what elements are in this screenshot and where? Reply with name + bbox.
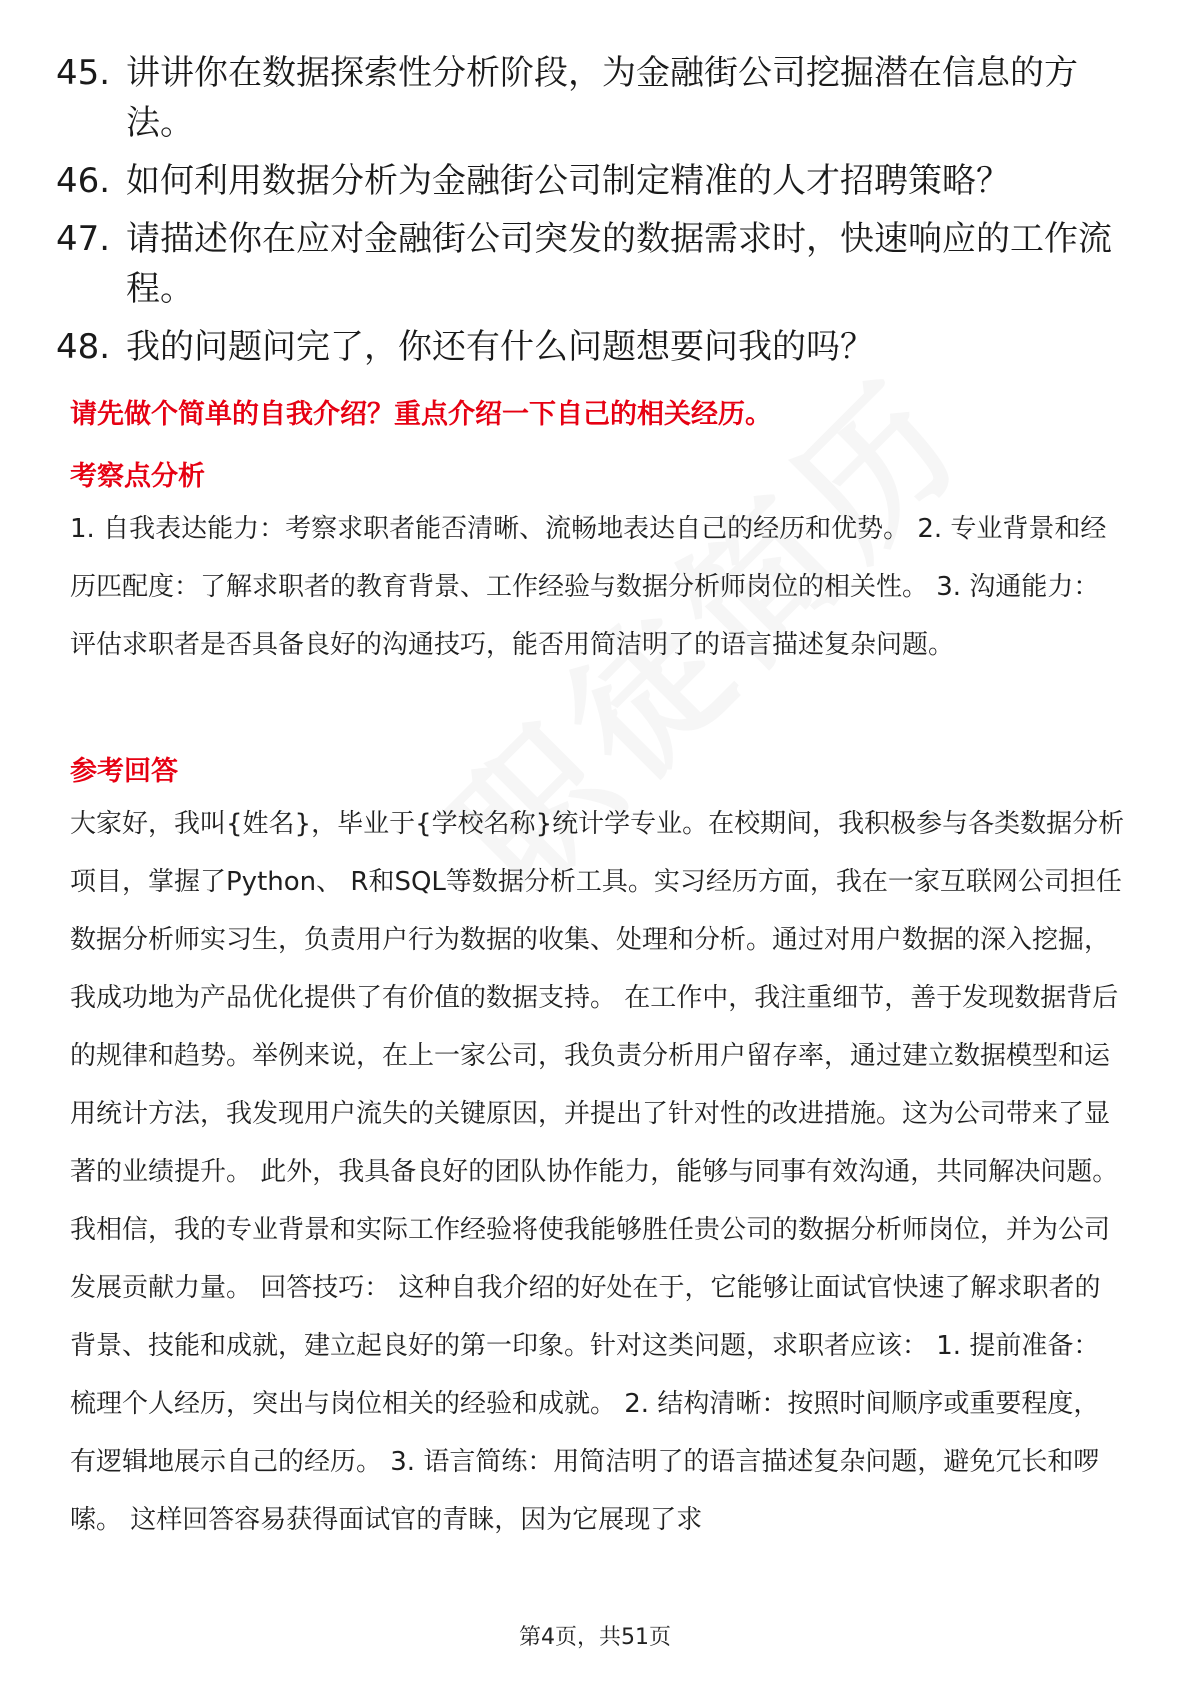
list-item	[56, 48, 1116, 148]
list-item	[56, 214, 1116, 314]
question-text: 我的问题问完了，你还有什么问题想要问我的吗？	[126, 327, 874, 367]
question-text: 如何利用数据分析为金融街公司制定精准的人才招聘策略？	[126, 161, 1010, 201]
question-text: 讲讲你在数据探索性分析阶段，为金融街公司挖掘潜在信息的方法。	[126, 53, 1078, 143]
answer-heading: 参考回答	[70, 756, 178, 787]
question-number: 45.	[56, 53, 111, 93]
question-list	[56, 48, 1116, 380]
question-number: 48.	[56, 327, 111, 367]
question-text: 请描述你在应对金融街公司突发的数据需求时，快速响应的工作流程。	[126, 219, 1112, 309]
analysis-body: 1. 自我表达能力：考察求职者能否清晰、流畅地表达自己的经历和优势。 2. 专业背景和经历匹配度：了解求职者的教育背景、工作经验与数据分析师岗位的相关性。 3. 沟通能力：评估求职者是否具备良好的沟通技巧，能否用简洁明了的语言描述复杂问题。	[70, 514, 1107, 660]
question-number: 47.	[56, 219, 111, 259]
list-item	[56, 156, 1116, 206]
list-item	[56, 322, 1116, 372]
answer-body: 大家好，我叫{姓名}，毕业于{学校名称}统计学专业。在校期间，我积极参与各类数据分析项目，掌握了Python、 R和SQL等数据分析工具。实习经历方面，我在一家互联网公司担任数据分析师实习生，负责用户行为数据的收集、处理和分析。通过对用户数据的深入挖掘，我成功地为产品优化提供了有价值的数据支持。 在工作中，我注重细节，善于发现数据背后的规律和趋势。举例来说，在上一家公司，我负责分析用户留存率，通过建立数据模型和运用统计方法，我发现用户流失的关键原因，并提出了针对性的改进措施。这为公司带来了显著的业绩提升。 此外，我具备良好的团队协作能力，能够与同事有效沟通，共同解决问题。我相信，我的专业背景和实际工作经验将使我能够胜任贵公司的数据分析师岗位，并为公司发展贡献力量。 回答技巧： 这种自我介绍的好处在于，它能够让面试官快速了解求职者的背景、技能和成就，建立起良好的第一印象。针对这类问题，求职者应该： 1. 提前准备：梳理个人经历，突出与岗位相关的经验和成就。 2. 结构清晰：按照时间顺序或重要程度，有逻辑地展示自己的经历。 3. 语言简练：用简洁明了的语言描述复杂问题，避免冗长和啰嗦。 这样回答容易获得面试官的青睐，因为它展现了求	[70, 809, 1125, 1535]
question-number: 46.	[56, 161, 111, 201]
interview-question-title: 请先做个简单的自我介绍？重点介绍一下自己的相关经历。	[70, 399, 772, 430]
analysis-heading: 考察点分析	[70, 461, 205, 492]
page-footer: 第4页，共51页	[519, 1625, 671, 1650]
